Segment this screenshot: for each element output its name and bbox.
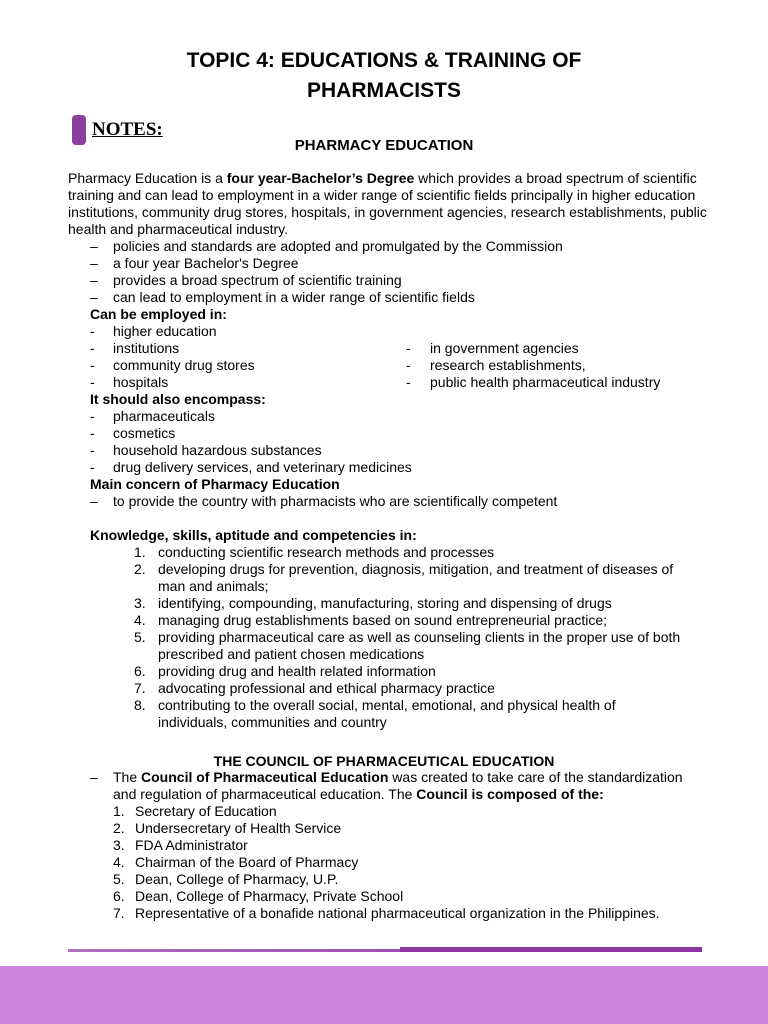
knowledge-item-line: managing drug establishments based on sound entrepreneurial practice; (158, 612, 608, 628)
council-member (68, 837, 708, 854)
dash-marker: – (90, 289, 98, 305)
list-number: 7. (113, 905, 125, 921)
council-section (68, 769, 708, 922)
page-title (0, 46, 768, 106)
employed-item (68, 340, 408, 357)
intro-point-text: a four year Bachelor's Degree (113, 255, 299, 271)
hyphen-marker: - (406, 340, 411, 356)
concern-point: – to provide the country with pharmacists who are scientifically competent (90, 493, 558, 509)
employed-item (406, 374, 706, 391)
intro-point (68, 272, 708, 289)
hyphen-marker: - (90, 323, 95, 339)
knowledge-item-line: conducting scientific research methods and processes (158, 544, 495, 560)
employed-heading: Can be employed in: (90, 306, 227, 322)
knowledge-item (68, 544, 708, 561)
encompass-item-text: household hazardous substances (113, 442, 322, 458)
encompass-item (68, 408, 708, 425)
employed-item-text: research establishments, (430, 357, 586, 373)
employed-item-text: institutions (113, 340, 180, 356)
intro-paragraph: Pharmacy Education is a four year-Bachelor’s Degree which provides a broad spectrum of scientific training and can lead to employment in a wider range of scientific fields principally in higher education institutions, community drug stores, hospitals, in government agencies, research establishments, public health and pharmaceutical industry. (68, 170, 707, 237)
employed-item (406, 340, 706, 357)
encompass-item-text: cosmetics (113, 425, 176, 441)
knowledge-item-line: developing drugs for prevention, diagnosis, mitigation, and treatment of diseases of (158, 561, 674, 577)
knowledge-item (68, 561, 708, 595)
section-heading-pharmacy-education: PHARMACY EDUCATION (294, 137, 474, 154)
dash-marker: – (90, 255, 98, 271)
concern-heading: Main concern of Pharmacy Education (90, 476, 340, 492)
hyphen-marker: - (90, 425, 95, 441)
list-number: 1. (113, 803, 125, 819)
council-member (68, 803, 708, 820)
knowledge-item (68, 663, 708, 680)
knowledge-item (68, 697, 708, 731)
council-member (68, 905, 708, 922)
council-member-text: Representative of a bonafide national pharmaceutical organization in the Philippines. (135, 905, 660, 921)
encompass-item-text: drug delivery services, and veterinary medicines (113, 459, 412, 475)
council-member-text: Dean, College of Pharmacy, U.P. (135, 871, 339, 887)
list-number: 2. (113, 820, 125, 836)
employed-item-text: community drug stores (113, 357, 255, 373)
intro-point (68, 289, 708, 306)
encompass-item (68, 442, 708, 459)
council-intro: – The Council of Pharmaceutical Education was created to take care of the standardization and regulation of pharmaceutical education. The Council is composed of the: (90, 769, 683, 802)
hyphen-marker: - (90, 408, 95, 424)
hyphen-marker: - (90, 340, 95, 356)
main-content (68, 170, 708, 731)
list-number: 6. (113, 888, 125, 904)
hyphen-marker: - (90, 442, 95, 458)
knowledge-list (68, 544, 708, 731)
employed-item-text: higher education (113, 323, 217, 339)
hyphen-marker: - (406, 357, 411, 373)
footer-band (0, 966, 768, 1024)
knowledge-item-line: man and animals; (158, 578, 269, 594)
notes-label: NOTES: (92, 119, 163, 140)
title-line-1: TOPIC 4: EDUCATIONS & TRAINING OF (186, 49, 582, 72)
council-member-text: Undersecretary of Health Service (135, 820, 342, 836)
council-member-text: Secretary of Education (135, 803, 277, 819)
intro-bold-degree: four year-Bachelor’s Degree (226, 170, 415, 186)
knowledge-item (68, 612, 708, 629)
employed-list-left (68, 323, 408, 391)
hyphen-marker: - (406, 374, 411, 390)
dash-marker: – (90, 272, 98, 288)
employed-item-text: in government agencies (430, 340, 579, 356)
encompass-heading: It should also encompass: (90, 391, 266, 407)
section-heading-council: THE COUNCIL OF PHARMACEUTICAL EDUCATION (213, 753, 555, 769)
council-members-list (68, 803, 708, 922)
knowledge-item-line: contributing to the overall social, mental, emotional, and physical health of (158, 697, 616, 713)
knowledge-item (68, 595, 708, 612)
list-number: 1. (134, 544, 146, 560)
intro-point-text: provides a broad spectrum of scientific training (113, 272, 402, 288)
knowledge-item-line: individuals, communities and country (158, 714, 387, 730)
list-number: 5. (134, 629, 146, 645)
intro-points-list (68, 238, 708, 306)
hyphen-marker: - (90, 459, 95, 475)
intro-point-text: can lead to employment in a wider range of scientific fields (113, 289, 475, 305)
knowledge-item-line: advocating professional and ethical pharmacy practice (158, 680, 495, 696)
employed-item-text: hospitals (113, 374, 169, 390)
list-number: 3. (113, 837, 125, 853)
council-member-text: Dean, College of Pharmacy, Private School (135, 888, 404, 904)
list-number: 4. (134, 612, 146, 628)
encompass-item-text: pharmaceuticals (113, 408, 215, 424)
dash-marker: – (90, 238, 98, 254)
encompass-list (68, 408, 708, 476)
employed-item (68, 357, 408, 374)
list-number: 7. (134, 680, 146, 696)
knowledge-item-line: providing drug and health related information (158, 663, 436, 679)
knowledge-item (68, 629, 708, 663)
knowledge-item-line: identifying, compounding, manufacturing, storing and dispensing of drugs (158, 595, 612, 611)
intro-point-text: policies and standards are adopted and promulgated by the Commission (113, 238, 563, 254)
council-member-text: Chairman of the Board of Pharmacy (135, 854, 359, 870)
employed-item-text: public health pharmaceutical industry (430, 374, 661, 390)
list-number: 5. (113, 871, 125, 887)
employed-list-right (406, 340, 706, 391)
list-number: 6. (134, 663, 146, 679)
intro-point (68, 238, 708, 255)
hyphen-marker: - (90, 374, 95, 390)
footer-divider-accent (400, 947, 702, 952)
council-member-text: FDA Administrator (135, 837, 248, 853)
employed-item (406, 357, 706, 374)
list-number: 2. (134, 561, 146, 577)
list-number: 3. (134, 595, 146, 611)
knowledge-item (68, 680, 708, 697)
knowledge-item-line: prescribed and patient chosen medications (158, 646, 425, 662)
employed-list (68, 323, 708, 391)
council-member (68, 888, 708, 905)
employed-item (68, 323, 408, 340)
employed-item (68, 374, 408, 391)
intro-point (68, 255, 708, 272)
list-number: 8. (134, 697, 146, 713)
council-member (68, 871, 708, 888)
council-member (68, 854, 708, 871)
hyphen-marker: - (90, 357, 95, 373)
encompass-item (68, 425, 708, 442)
knowledge-item-line: providing pharmaceutical care as well as counseling clients in the proper use of both (158, 629, 681, 645)
title-line-2: PHARMACISTS (306, 79, 461, 102)
encompass-item (68, 459, 708, 476)
knowledge-heading: Knowledge, skills, aptitude and competencies in: (90, 527, 417, 543)
council-member (68, 820, 708, 837)
list-number: 4. (113, 854, 125, 870)
